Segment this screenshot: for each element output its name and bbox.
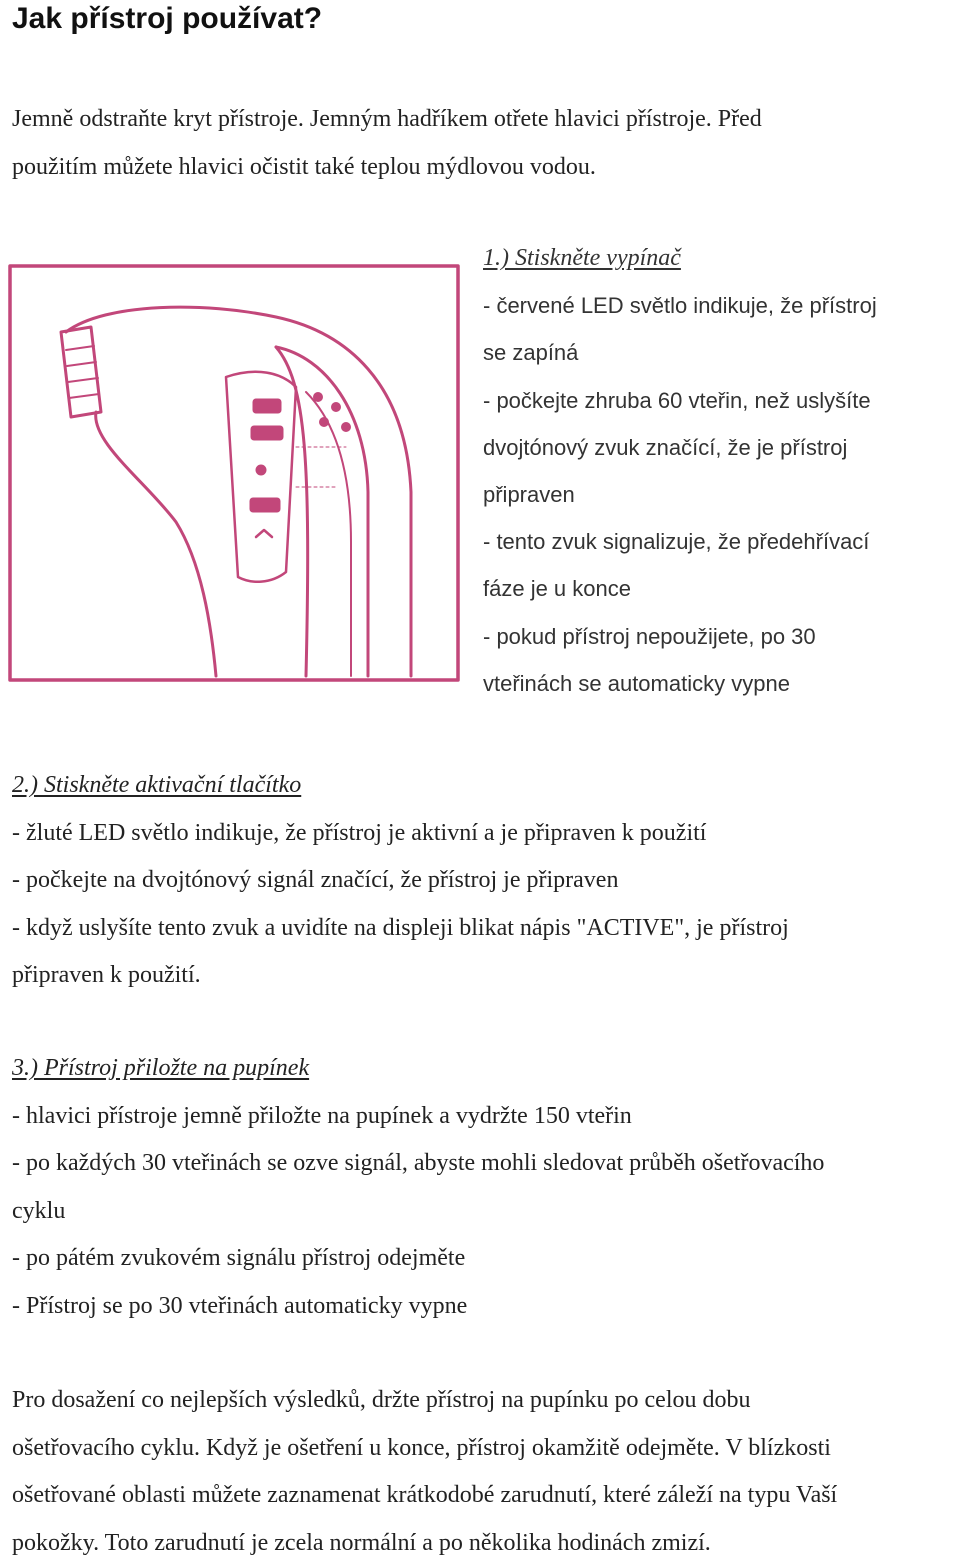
step2-line: připraven k použití.: [12, 952, 952, 1000]
step1-section: [483, 235, 953, 707]
step2-line: - když uslyšíte tento zvuk a uvidíte na displeji blikat nápis "ACTIVE", je přístroj: [12, 905, 952, 953]
page-title: Jak přístroj používat?: [12, 0, 322, 38]
step1-line: dvojtónový zvuk značící, že je přístroj: [483, 424, 953, 471]
panel-button: [251, 499, 279, 511]
final-line: Pro dosažení co nejlepších výsledků, držte přístroj na pupínku po celou dobu: [12, 1377, 952, 1425]
step1-line: - pokud přístroj nepoužijete, po 30: [483, 613, 953, 660]
final-line: pokožky. Toto zarudnutí je zcela normální a po několika hodinách zmizí.: [12, 1520, 952, 1567]
panel-led: [257, 466, 265, 474]
final-line: ošetřovacího cyklu. Když je ošetření u konce, přístroj okamžitě odejměte. V blízkosti: [12, 1425, 952, 1473]
intro-paragraph: [12, 96, 952, 191]
step1-line: se zapíná: [483, 329, 953, 376]
panel-button: [252, 427, 282, 439]
step1-line: fáze je u konce: [483, 565, 953, 612]
step3-section: [12, 1045, 952, 1330]
step2-section: [12, 762, 952, 1000]
step1-line: - červené LED světlo indikuje, že přístroj: [483, 282, 953, 329]
step1-heading: 1.) Stiskněte vypínač: [483, 235, 953, 282]
final-line: ošetřované oblasti můžete zaznamenat krátkodobé zarudnutí, které záleží na typu Vaší: [12, 1472, 952, 1520]
step2-line: - žluté LED světlo indikuje, že přístroj je aktivní a je připraven k použití: [12, 810, 952, 858]
step3-line: - po pátém zvukovém signálu přístroj odejměte: [12, 1235, 952, 1283]
step3-line: - po každých 30 vteřinách se ozve signál, abyste mohli sledovat průběh ošetřovacího: [12, 1140, 952, 1188]
step1-line: - tento zvuk signalizuje, že předehřívací: [483, 518, 953, 565]
panel-button: [254, 400, 280, 412]
step3-line: cyklu: [12, 1188, 952, 1236]
step2-heading: 2.) Stiskněte aktivační tlačítko: [12, 762, 952, 810]
device-head: [61, 327, 101, 417]
step1-line: vteřinách se automaticky vypne: [483, 660, 953, 707]
step3-heading: 3.) Přístroj přiložte na pupínek: [12, 1045, 952, 1093]
step3-line: - Přístroj se po 30 vteřinách automaticky vypne: [12, 1283, 952, 1331]
step2-line: - počkejte na dvojtónový signál značící, že přístroj je připraven: [12, 857, 952, 905]
step1-line: - počkejte zhruba 60 vteřin, než uslyšíte: [483, 377, 953, 424]
device-outline: [66, 307, 411, 676]
step1-line: připraven: [483, 471, 953, 518]
device-illustration: [6, 262, 464, 684]
panel-icon: [256, 530, 272, 537]
intro-line: použitím můžete hlavici očistit také teplou mýdlovou vodou.: [12, 144, 952, 192]
intro-line: Jemně odstraňte kryt přístroje. Jemným hadříkem otřete hlavici přístroje. Před: [12, 96, 952, 144]
step3-line: - hlavici přístroje jemně přiložte na pupínek a vydržte 150 vteřin: [12, 1093, 952, 1141]
final-paragraph: [12, 1377, 952, 1567]
